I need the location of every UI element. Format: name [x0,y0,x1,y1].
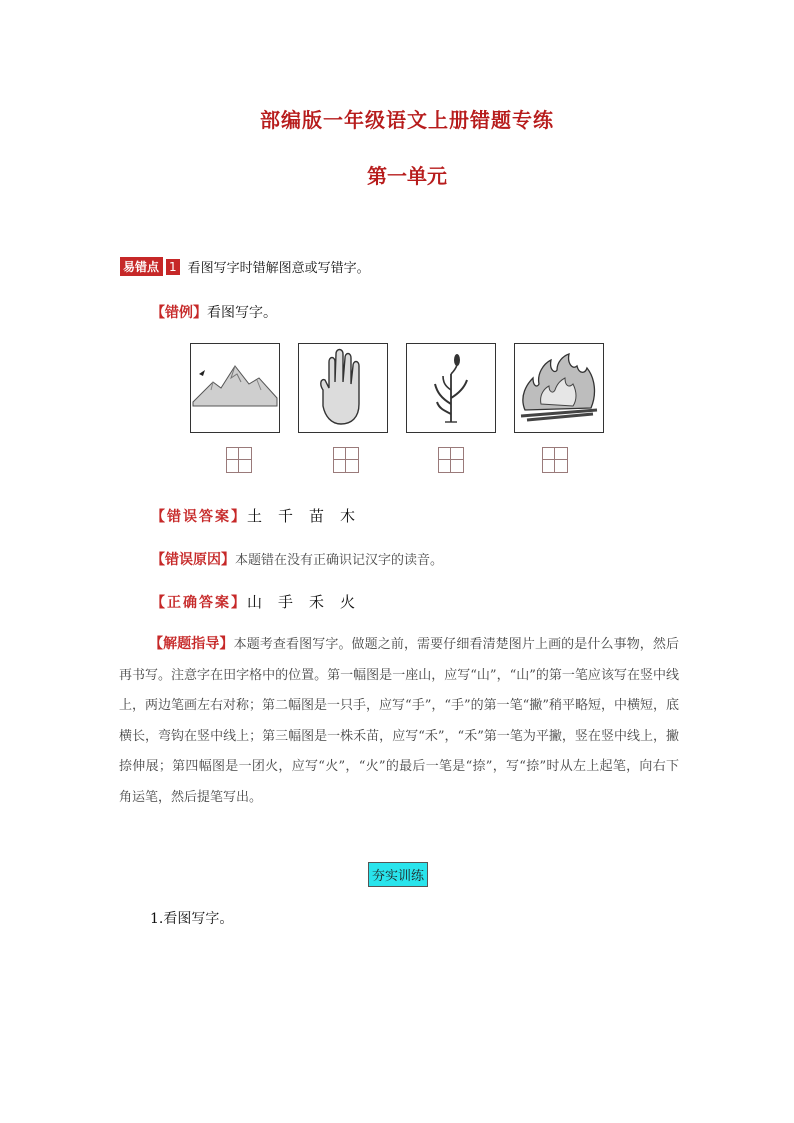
picture-row [190,343,604,483]
correct-answer-char-2: 手 [278,593,296,611]
example-line [151,302,277,322]
writing-grid-1[interactable] [226,447,252,473]
wrong-answer-char-3: 苗 [309,507,327,525]
error-point-number: 1 [164,259,180,275]
correct-answer-line [151,591,371,612]
wrong-reason-text: 本题错在没有正确识记汉字的读音。 [235,553,444,568]
unit-title: 第一单元 [367,164,447,188]
correct-answer-char-1: 山 [247,593,265,611]
wrong-answer-char-4: 木 [340,507,358,525]
error-point-badge: 易错点 [120,257,163,276]
rice-seedling-icon [406,343,496,433]
wrong-reason-line [151,549,443,569]
writing-grid-2[interactable] [333,447,359,473]
page-title: 部编版一年级语文上册错题专练 [260,108,554,132]
correct-answer-label: 【正确答案】 [151,595,247,611]
training-section-badge: 夯实训练 [368,862,428,887]
hand-icon [298,343,388,433]
fire-icon [514,343,604,433]
error-point-text: 看图写字时错解图意或写错字。 [187,261,370,276]
wrong-answer-char-2: 千 [278,507,296,525]
solution-guide [119,629,679,813]
wrong-answer-char-1: 土 [247,507,265,525]
correct-answer-char-3: 禾 [309,593,327,611]
correct-answer-char-4: 火 [340,593,358,611]
wrong-reason-label: 【错误原因】 [151,552,235,568]
writing-grid-4[interactable] [542,447,568,473]
wrong-answer-label: 【错误答案】 [151,509,247,525]
writing-grid-3[interactable] [438,447,464,473]
solution-guide-label: 【解题指导】 [149,636,234,652]
example-text: 看图写字。 [207,305,277,321]
mountain-icon [190,343,280,433]
question-1: 1.看图写字。 [150,911,234,927]
wrong-answer-line [151,505,371,526]
example-label: 【错例】 [151,305,207,321]
error-point-row [120,257,370,276]
solution-guide-text: 本题考查看图写字。做题之前，需要仔细看清楚图片上画的是什么事物，然后再书写。注意字在田字格中的位置。第一幅图是一座山，应写“山”，“山”的第一笔应该写在竖中线上，两边笔画左右对称；第二幅图是一只手，应写“手”，“手”的第一笔“撇”稍平略短，中横短，底横长，弯钩在竖中线上；第三幅图是一株禾苗，应写“禾”，“禾”第一笔为平撇，竖在竖中线上，撇捺伸展；第四幅图是一团火，应写“火”，“火”的最后一笔是“捺”，写“捺”时从左上起笔，向右下角运笔，然后提笔写出。 [119,637,679,805]
